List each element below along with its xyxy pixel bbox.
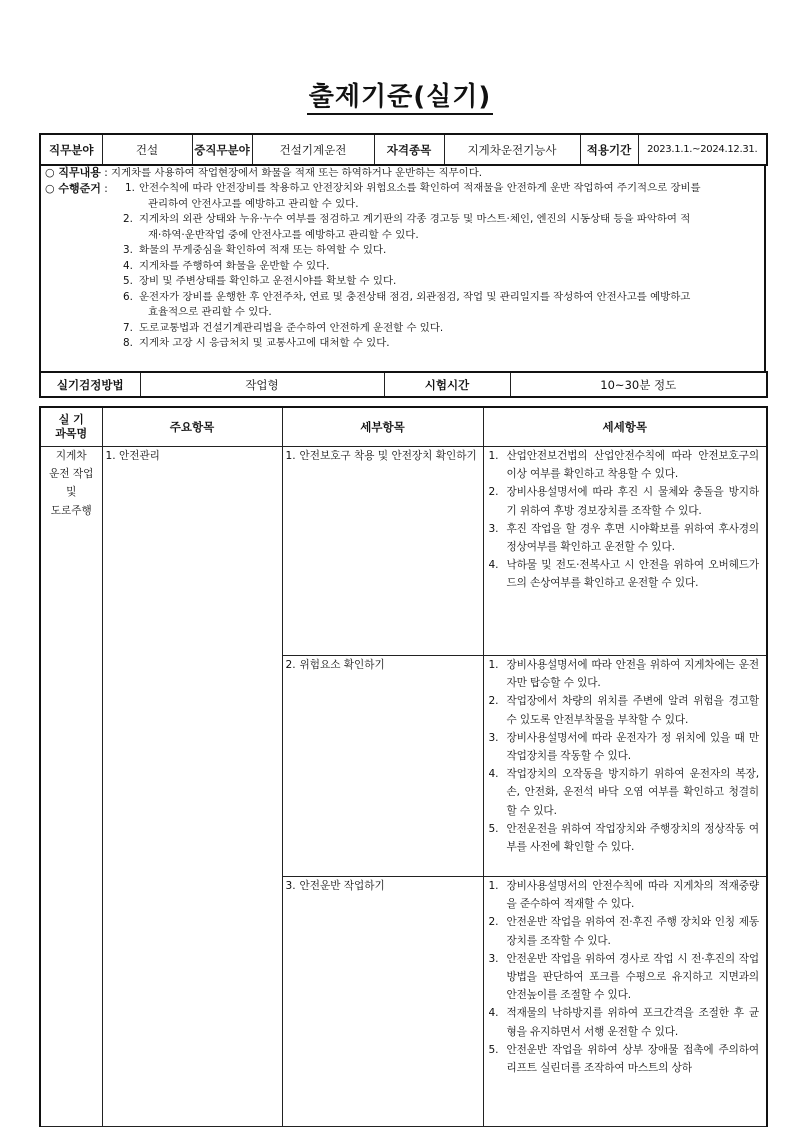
detail-text: 장비사용설명서에 따라 안전을 위하여 지게차에는 운전자만 탑승할 수 있다. <box>506 659 759 690</box>
sub-item-number: 2. <box>285 659 296 671</box>
detail-number: 2. <box>488 695 499 708</box>
detail-text: 안전운반 작업을 위하여 상부 장애물 접촉에 주의하여 리프트 실린더를 조작하여 마스트의 상하 <box>506 1043 759 1075</box>
field-label: 직무분야 <box>40 134 102 165</box>
list-item <box>489 1004 760 1040</box>
sub-item-text: 위험요소 확인하기 <box>299 659 385 671</box>
detail-number: 2. <box>488 486 499 499</box>
detail-items <box>483 656 767 877</box>
list-item <box>489 447 760 483</box>
detail-number: 3. <box>488 731 499 744</box>
detail-text: 작업장에서 차량의 위치를 주변에 알려 위험을 경고할 수 있도록 안전부착물을 부착할 수 있다. <box>506 695 759 726</box>
duty-content-text: : 지게차를 사용하여 작업현장에서 화물을 적재 또는 하역하거나 운반하는 직무이다. <box>104 167 483 179</box>
list-item <box>489 556 760 592</box>
standard-number: 2. <box>123 213 133 225</box>
detail-number: 1. <box>488 880 499 892</box>
list-item <box>489 765 760 820</box>
detail-number: 1. <box>488 659 499 671</box>
sub-item-number: 1. <box>285 450 296 462</box>
period-value: 2023.1.1.~2024.12.31. <box>638 134 767 165</box>
sub-item <box>282 447 483 656</box>
list-item <box>489 877 760 913</box>
subfield-value: 건설기계운전 <box>252 134 374 165</box>
sub-item <box>282 656 483 877</box>
detail-text: 산업안전보건법의 산업안전수칙에 따라 안전보호구의 이상 여부를 확인하고 착용할 수 있다. <box>506 450 759 481</box>
cert-label: 자격종목 <box>374 134 444 165</box>
duty-block <box>39 164 766 371</box>
detail-number: 4. <box>488 559 499 572</box>
method-table <box>39 371 768 398</box>
sub-item-text: 안전운반 작업하기 <box>299 880 385 892</box>
standards-row: ○ 수행준거 : <box>45 182 108 195</box>
standard-number: 1. <box>125 182 135 194</box>
list-item <box>489 520 760 556</box>
detail-number: 1. <box>488 450 499 462</box>
time-value: 10~30분 정도 <box>510 372 767 397</box>
detail-number: 5. <box>488 1043 499 1056</box>
page-title: 출제기준(실기) <box>0 76 800 113</box>
detail-items <box>483 447 767 656</box>
period-label: 적용기간 <box>580 134 638 165</box>
standard-text: 재·하역·운반작업 중에 안전사고를 예방하고 관리할 수 있다. <box>148 228 419 241</box>
standard-number: 4. <box>123 259 133 272</box>
detail-text: 장비사용설명서에 따라 후진 시 물체와 충돌을 방지하기 위하여 후방 경보장치를 조작할 수 있다. <box>506 486 759 517</box>
detail-number: 3. <box>488 522 499 535</box>
header-sub-item: 세부항목 <box>282 407 483 447</box>
method-label: 실기검정방법 <box>40 372 140 397</box>
table-row <box>40 447 767 656</box>
detail-number: 5. <box>488 822 499 835</box>
cert-value: 지게차운전기능사 <box>444 134 580 165</box>
detail-number: 4. <box>488 768 499 781</box>
detail-text: 장비사용설명서에 따라 운전자가 정 위치에 있을 때 만 작업장치를 작동할 수 있다. <box>506 731 759 763</box>
criteria-table-body <box>40 447 767 1127</box>
detail-text: 장비사용설명서의 안전수칙에 따라 지게차의 적재중량을 준수하여 적재할 수 있다. <box>506 880 759 911</box>
detail-number: 2. <box>488 916 499 929</box>
standards-label: ○ 수행준거 <box>45 182 101 195</box>
standard-number: 3. <box>123 244 133 256</box>
standard-text: 안전수칙에 따라 안전장비를 착용하고 안전장치와 위험요소를 확인하여 적재물을 안전하게 운반 작업하여 주기적으로 장비를 <box>139 182 701 194</box>
criteria-table <box>39 406 768 1127</box>
list-item <box>489 656 760 692</box>
standard-number: 5. <box>123 275 133 287</box>
detail-number: 4. <box>488 1007 499 1020</box>
header-detail-item: 세세항목 <box>483 407 767 447</box>
duty-content-row <box>45 165 760 181</box>
detail-text: 안전운전을 위하여 작업장치와 주행장치의 정상작동 여부를 사전에 확인할 수 있다. <box>506 822 759 854</box>
standard-text: 도로교통법과 건설기계관리법을 준수하여 안전하게 운전할 수 있다. <box>139 321 444 334</box>
standard-text: 관리하여 안전사고를 예방하고 관리할 수 있다. <box>148 197 359 210</box>
standard-text: 지게차를 주행하여 화물을 운반할 수 있다. <box>139 259 330 272</box>
sub-item <box>282 877 483 1127</box>
list-item <box>489 950 760 1005</box>
duty-content-label: ○ 직무내용 <box>45 166 101 179</box>
header-main-item: 주요항목 <box>102 407 282 447</box>
standard-text: 장비 및 주변상태를 확인하고 운전시야를 확보할 수 있다. <box>139 275 397 287</box>
detail-text: 안전운반 작업을 위하여 경사로 작업 시 전·후진의 작업방법을 판단하여 포크를 수평으로 유지하고 지면과의 안전높이를 조절할 수 있다. <box>506 952 759 1002</box>
standard-text: 효율적으로 관리할 수 있다. <box>148 306 272 318</box>
subfield-label: 중직무분야 <box>192 134 252 165</box>
standard-number: 6. <box>123 290 133 303</box>
detail-items <box>483 877 767 1127</box>
list-item <box>489 820 760 856</box>
standard-number: 7. <box>123 321 133 334</box>
standard-text: 화물의 무게중심을 확인하여 적재 또는 하역할 수 있다. <box>139 244 387 256</box>
list-item <box>489 483 760 519</box>
subject-name: 지게차 운전 작업 및 도로주행 <box>40 447 102 1127</box>
detail-text: 낙하물 및 전도·전복사고 시 안전을 위하여 오버헤드가드의 손상여부를 확인하고 운전할 수 있다. <box>506 559 759 590</box>
list-item <box>489 1041 760 1077</box>
method-value: 작업형 <box>140 372 384 397</box>
header-subject: 실 기 과목명 <box>40 407 102 447</box>
time-label: 시험시간 <box>384 372 510 397</box>
detail-text: 후진 작업을 할 경우 후면 시야확보를 위하여 후사경의 정상여부를 확인하고 운전할 수 있다. <box>506 522 759 554</box>
sub-item-number: 3. <box>285 880 296 892</box>
list-item <box>489 692 760 728</box>
detail-text: 안전운반 작업을 위하여 전·후진 주행 장치와 인칭 제동장치를 조작할 수 있다. <box>506 916 759 947</box>
standard-text: 운전자가 장비를 운행한 후 안전주차, 연료 및 충전상태 점검, 외관점검, 작업 및 관리일지를 작성하여 안전사고를 예방하고 <box>139 290 691 303</box>
detail-number: 3. <box>488 952 499 965</box>
standard-text: 지게차 고장 시 응급처치 및 교통사고에 대처할 수 있다. <box>139 337 390 349</box>
standard-number: 8. <box>123 337 133 349</box>
list-item <box>489 729 760 765</box>
sub-item-text: 안전보호구 착용 및 안전장치 확인하기 <box>299 450 477 462</box>
detail-text: 적재물의 낙하방지를 위하여 포크간격을 조절한 후 균형을 유지하면서 서행 운전할 수 있다. <box>506 1007 759 1038</box>
main-item: 1. 안전관리 <box>102 447 282 1127</box>
standard-text: 지게차의 외관 상태와 누유·누수 여부를 점검하고 계기판의 각종 경고등 및 마스트·체인, 엔진의 시동상태 등을 파악하여 적 <box>139 213 691 225</box>
detail-text: 작업장치의 오작동을 방지하기 위하여 운전자의 복장, 손, 안전화, 운전석 바닥 오염 여부를 확인하고 청결히 할 수 있다. <box>506 768 759 817</box>
list-item <box>489 913 760 949</box>
field-value: 건설 <box>102 134 192 165</box>
header-info-table <box>39 133 768 166</box>
